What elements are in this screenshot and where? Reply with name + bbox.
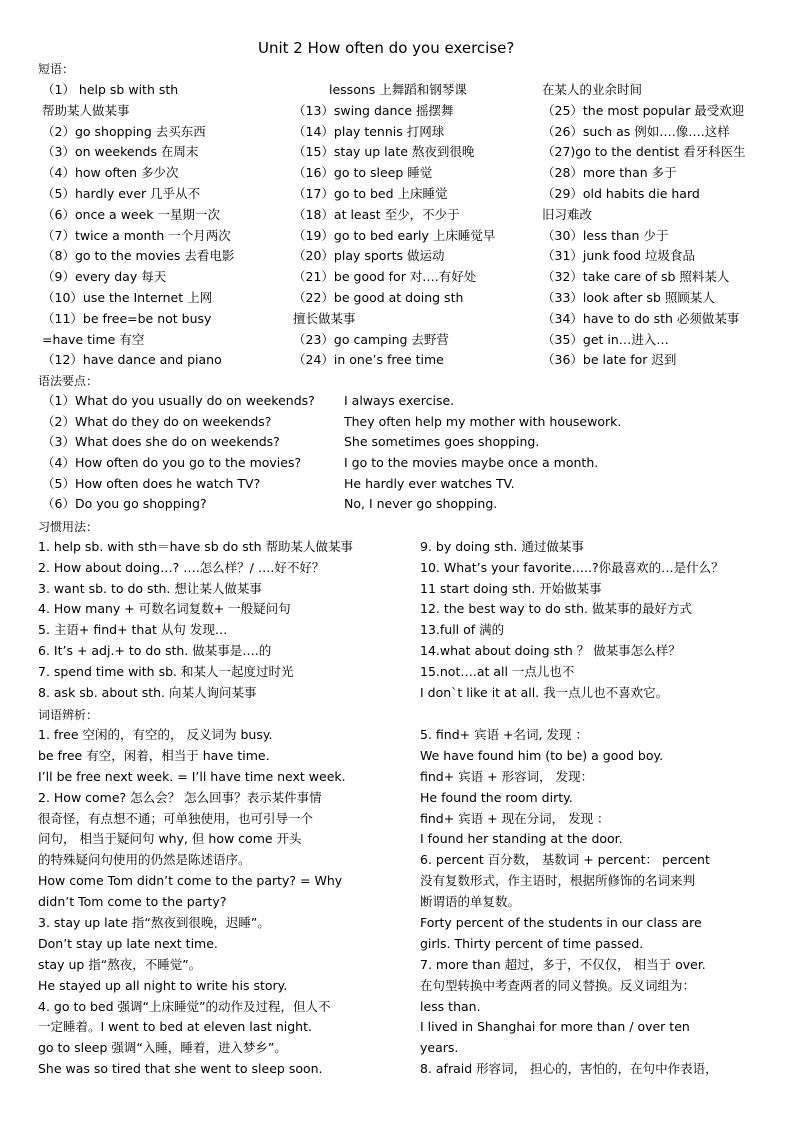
phrase-item: （25）the most popular 最受欢迎 — [542, 102, 745, 118]
phrase-item: （11）be free=be not busy — [42, 310, 212, 326]
phrase-item: 擅长做某事 — [293, 310, 356, 326]
usage-item: 6. It’s + adj.+ to do sth. 做某事是….的 — [38, 642, 272, 658]
word-note: 问句， 相当于疑问句 why, 但 how come 开头 — [38, 831, 302, 847]
words-right — [420, 725, 718, 1080]
grammar-questions — [42, 391, 315, 515]
phrases-column-1 — [42, 80, 234, 371]
usage-left — [38, 537, 353, 703]
word-note: He found the room dirty. — [420, 789, 573, 805]
phrase-item: （13）swing dance 摇摆舞 — [293, 102, 454, 118]
phrase-item: （14）play tennis 打网球 — [293, 123, 445, 139]
word-note: How come Tom didn’t come to the party? = Why — [38, 873, 343, 889]
word-note: Don’t stay up late next time. — [38, 935, 218, 951]
grammar-answer: He hardly ever watches TV. — [344, 475, 515, 491]
word-note: I lived in Shanghai for more than / over ten — [420, 1019, 690, 1035]
phrase-item: （27)go to the dentist 看牙科医生 — [542, 144, 746, 160]
word-note: 4. go to bed 强调“上床睡觉”的动作及过程，但人不 — [38, 998, 331, 1014]
phrase-item: （23）go camping 去野营 — [293, 331, 449, 347]
word-note: 断谓语的单复数。 — [420, 894, 521, 910]
phrase-item: （15）stay up late 熬夜到很晚 — [293, 144, 475, 160]
phrase-item: =have time 有空 — [42, 331, 145, 347]
phrase-item: （35）get in…进入… — [542, 331, 669, 347]
phrase-item: （10）use the Internet 上网 — [42, 289, 213, 305]
phrase-item: （34）have to do sth 必须做某事 — [542, 310, 740, 326]
word-note: I found her standing at the door. — [420, 831, 623, 847]
word-note: He stayed up all night to write his story. — [38, 977, 288, 993]
phrase-item: （24）in one’s free time — [293, 352, 444, 368]
word-note: girls. Thirty percent of time passed. — [420, 935, 644, 951]
section-phrases-heading: 短语： — [38, 62, 75, 76]
phrase-item: （4）how often 多少次 — [42, 165, 179, 181]
phrase-item: 帮助某人做某事 — [42, 102, 130, 118]
word-note: 5. find+ 宾语 +名词, 发现 ： — [420, 727, 588, 742]
phrase-item: （36）be late for 迟到 — [542, 352, 677, 368]
word-note: 的特殊疑问句使用的仍然是陈述语序。 — [38, 852, 251, 868]
phrase-item: （18）at least 至少，不少于 — [293, 206, 460, 222]
grammar-question: （5）How often does he watch TV? — [42, 475, 261, 491]
grammar-answer: She sometimes goes shopping. — [344, 434, 540, 450]
phrase-item: （6）once a week 一星期一次 — [42, 206, 221, 222]
phrase-item: （16）go to sleep 睡觉 — [293, 165, 433, 181]
word-note: 在句型转换中考查两者的同义替换。反义词组为： — [420, 977, 696, 993]
phrase-item: （33）look after sb 照顾某人 — [542, 289, 715, 305]
phrase-item: （12）have dance and piano — [42, 352, 222, 368]
word-note: stay up 指“熬夜，不睡觉”。 — [38, 956, 202, 972]
usage-item: 2. How about doing…? ….怎么样？/ ….好不好？ — [38, 559, 325, 575]
phrase-item: （2）go shopping 去买东西 — [42, 123, 206, 139]
usage-item: 8. ask sb. about sth. 向某人询问某事 — [38, 684, 257, 700]
phrase-item: （31）junk food 垃圾食品 — [542, 248, 696, 264]
usage-item: 14.what about doing sth ？ 做某事怎么样？ — [420, 642, 681, 658]
word-note: find+ 宾语 + 形容词， 发现： — [420, 768, 594, 784]
grammar-answer: I go to the movies maybe once a month. — [344, 455, 599, 471]
word-note: 一定睡着。I went to bed at eleven last night. — [38, 1019, 312, 1035]
usage-item: 1. help sb. with sth＝have sb do sth 帮助某人做某事 — [38, 539, 354, 554]
grammar-question: （6）Do you go shopping? — [42, 496, 207, 512]
word-note: We have found him (to be) a good boy. — [420, 747, 664, 763]
phrase-item: 在某人的业余时间 — [542, 82, 643, 97]
phrase-item: （5）hardly ever 几乎从不 — [42, 185, 201, 201]
phrase-item: （30）less than 少于 — [542, 227, 669, 243]
usage-item: 11 start doing sth. 开始做某事 — [420, 580, 602, 596]
phrase-item: （32）take care of sb 照料某人 — [542, 269, 730, 285]
section-grammar-heading: 语法要点： — [38, 374, 99, 388]
phrase-item: （9）every day 每天 — [42, 269, 167, 285]
phrases-column-2 — [293, 80, 495, 371]
word-note: go to sleep 强调“入睡，睡着，进入梦乡”。 — [38, 1040, 287, 1056]
word-note: 2. How come? 怎么会？ 怎么回事？表示某件事情 — [38, 789, 322, 805]
phrase-item: （19）go to bed early 上床睡觉早 — [293, 227, 496, 243]
grammar-answer: No, I never go shopping. — [344, 496, 498, 512]
phrase-item: （28）more than 多于 — [542, 165, 677, 181]
phrase-item: （26）such as 例如….像….这样 — [542, 123, 730, 139]
phrase-item: lessons 上舞蹈和钢琴课 — [329, 82, 467, 97]
usage-item: I don`t like it at all. 我一点儿也不喜欢它。 — [420, 684, 669, 700]
word-note: didn’t Tom come to the party? — [38, 894, 227, 910]
section-usage-heading: 习惯用法： — [38, 520, 99, 534]
usage-item: 3. want sb. to do sth. 想让某人做某事 — [38, 580, 262, 596]
grammar-answer: They often help my mother with housework. — [344, 413, 622, 429]
word-note: be free 有空，闲着，相当于 have time. — [38, 747, 270, 763]
grammar-question: （2）What do they do on weekends? — [42, 413, 272, 429]
grammar-question: （4）How often do you go to the movies? — [42, 455, 302, 471]
phrase-item: 旧习难改 — [542, 206, 593, 222]
usage-item: 9. by doing sth. 通过做某事 — [420, 539, 584, 554]
usage-item: 4. How many + 可数名词复数+ 一般疑问句 — [38, 601, 291, 617]
phrase-item: （29）old habits die hard — [542, 185, 700, 201]
word-note: 7. more than 超过，多于，不仅仅， 相当于 over. — [420, 956, 706, 972]
word-note: 6. percent 百分数， 基数词 + percent： percent — [420, 852, 710, 868]
grammar-question: （3）What does she do on weekends? — [42, 434, 280, 450]
phrase-item: （1） help sb with sth — [42, 82, 179, 97]
phrase-item: （3）on weekends 在周末 — [42, 144, 199, 160]
usage-item: 15.not….at all 一点儿也不 — [420, 663, 575, 679]
word-note: She was so tired that she went to sleep soon. — [38, 1061, 323, 1077]
phrase-item: （21）be good for 对….有好处 — [293, 269, 477, 285]
usage-item: 7. spend time with sb. 和某人一起度过时光 — [38, 663, 294, 679]
phrase-item: （7）twice a month 一个月两次 — [42, 227, 231, 243]
word-note: 没有复数形式，作主语时，根据所修饰的名词来判 — [420, 873, 696, 889]
phrase-item: （17）go to bed 上床睡觉 — [293, 185, 448, 201]
phrase-item: （22）be good at doing sth — [293, 289, 464, 305]
word-note: I’ll be free next week. = I’ll have time next week. — [38, 768, 346, 784]
word-note: Forty percent of the students in our class are — [420, 915, 702, 931]
usage-item: 5. 主语+ find+ that 从句 发现… — [38, 622, 228, 638]
usage-item: 10. What’s your favorite…..?你最喜欢的…是什么？ — [420, 559, 724, 575]
word-note: 8. afraid 形容词， 担心的，害怕的，在句中作表语， — [420, 1061, 718, 1077]
word-note: 3. stay up late 指“熬夜到很晚，迟睡”。 — [38, 915, 270, 931]
usage-right — [420, 537, 724, 703]
word-note: 很奇怪，有点想不通；可单独使用，也可引导一个 — [38, 810, 314, 826]
grammar-question: （1）What do you usually do on weekends? — [42, 393, 315, 408]
word-note: find+ 宾语 + 现在分词， 发现 ： — [420, 810, 610, 826]
grammar-answer: I always exercise. — [344, 393, 455, 408]
page-title: Unit 2 How often do you exercise? — [258, 39, 515, 57]
word-note: 1. free 空闲的，有空的， 反义词为 busy. — [38, 727, 273, 742]
section-words-heading: 词语辨析： — [38, 708, 99, 722]
word-note: years. — [420, 1040, 459, 1056]
usage-item: 13.full of 满的 — [420, 622, 505, 638]
phrase-item: （8）go to the movies 去看电影 — [42, 248, 235, 264]
word-note: less than. — [420, 998, 481, 1014]
usage-item: 12. the best way to do sth. 做某事的最好方式 — [420, 601, 692, 617]
phrases-column-3 — [542, 80, 746, 371]
grammar-answers — [344, 391, 621, 515]
phrase-item: （20）play sports 做运动 — [293, 248, 445, 264]
words-left — [38, 725, 346, 1080]
